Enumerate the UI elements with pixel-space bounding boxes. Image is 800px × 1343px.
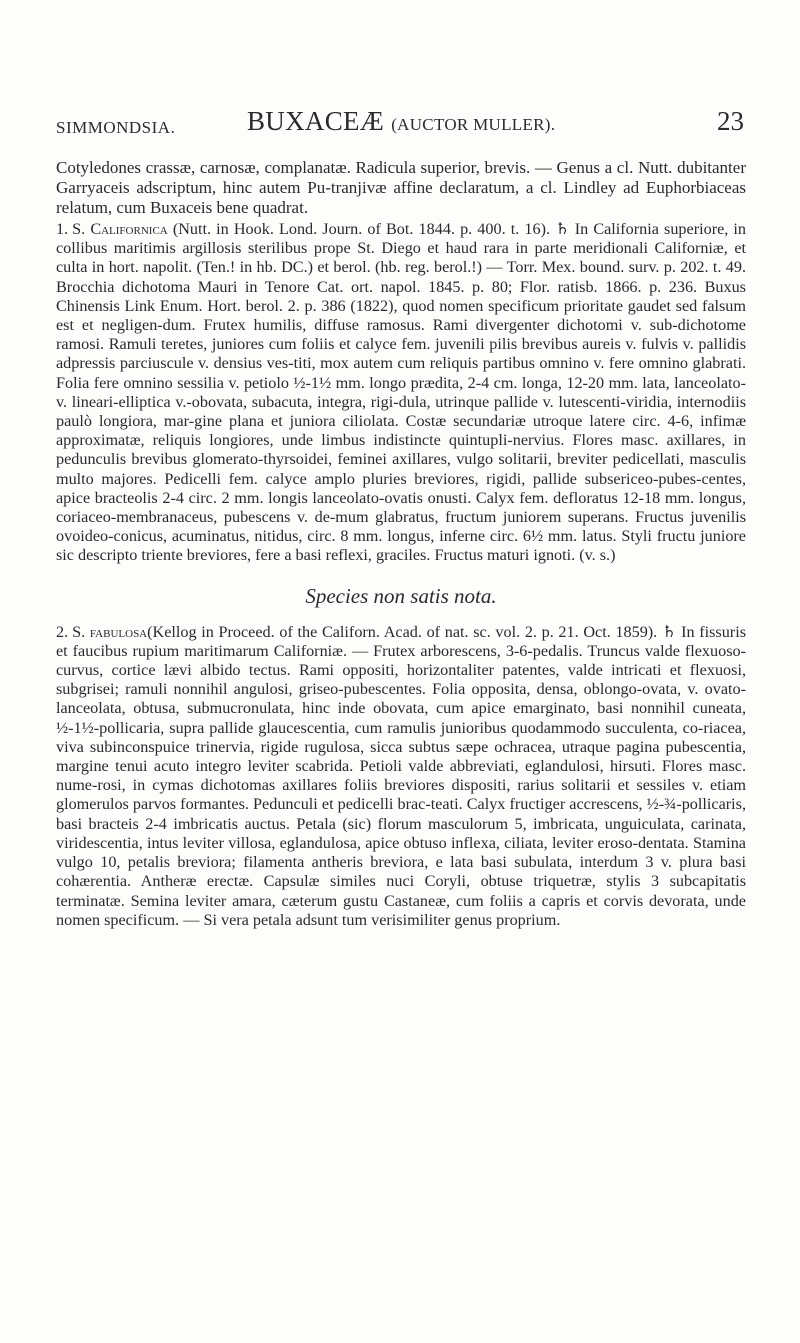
species-entry-2 — [56, 623, 746, 930]
page-number: 23 — [717, 106, 744, 136]
species-genus-abbrev: S. — [72, 220, 86, 238]
species-description: (Nutt. in Hook. Lond. Journ. of Bot. 1844. p. 400. t. 16). ♄ In California superiore, in collibus maritimis argillosis sterilibus prope St. Diego et haud rara in parte meridionali Californiæ, et culta in hort. napolit. (Ten.! in hb. DC.) et berol. (hb. reg. berol.!) — Torr. Mex. bound. surv. p. 202. t. 49. Brocchia dichotoma Mauri in Tenore Cat. ort. napol. 1845. p. 80; Flor. ratisb. 1866. p. 236. Buxus Chinensis Link Enum. Hort. berol. 2. p. 386 (1822), quod nomen specificum prioritate gaudet sed falsum est et negligen-dum. Frutex humilis, diffuse ramosus. Rami divergenter dichotomi v. sub-dichotome ramosi. Ramuli teretes, juniores cum foliis et calyce fem. juvenili pilis brevibus aureis v. fulvis v. pallidis adpressis parciuscule v. densius ves-titi, mox autem cum reliquis partibus omnino v. fere omnino glabrati. Folia fere omnino sessilia v. petiolo ½-1½ mm. longo prædita, 2-4 cm. longa, 12-20 mm. lata, lanceolato-v. lineari-elliptica v.-obovata, subacuta, integra, rigi-dula, utrinque pallide v. lutescenti-viridia, internodiis paulò longiora, mar-gine plana et juniora ciliolata. Costæ secundariæ utroque latere circ. 4-6, infimæ approximatæ, reliquis longiores, unde limbus indistincte quintupli-nervius. Flores masc. axillares, in pedunculis brevibus glomerato-thyrsoidei, feminei axillares, vulgo solitarii, breviter pedicellati, masculis multo majores. Pedicelli fem. calyce amplo pluries breviores, rigidi, pallide subsericeo-pubes-centes, apice bracteolis 2-4 circ. 2 mm. longis lanceolato-ovatis onusti. Calyx fem. defloratus 12-18 mm. longus, coriaceo-membranaceus, pubescens v. de-mum glabratus, fructum juniorem superans. Fructus juvenilis ovoideo-conicus, acuminatus, nitidus, circ. 8 mm. longus, inferne circ. 6½ mm. latus. Styli fructu juniore sic descripto triente breviores, fere a basi reflexi, graciles. Fructus maturi ignoti. (v. s.) — [56, 220, 747, 565]
genus-description-continued: Cotyledones crassæ, carnosæ, complanatæ. Radicula superior, brevis. — Genus a cl. Nutt. dubitanter Garryaceis adscriptum, hinc autem Pu-tranjivæ affine declaratum, a cl. Lindley ad Euphorbiaceas relatum, cum Buxaceis bene quadrat. — [56, 158, 746, 217]
running-head — [56, 106, 744, 146]
species-epithet: fabulosa — [89, 622, 148, 641]
running-head-genus: SIMMONDSIA. — [56, 118, 176, 137]
family-author: (AUCTOR MULLER). — [391, 115, 556, 134]
section-heading: Species non satis nota. — [305, 583, 497, 608]
species-epithet: Californica — [90, 220, 168, 238]
running-head-family — [247, 106, 555, 137]
species-genus-abbrev: S. — [72, 622, 86, 641]
body-text — [56, 158, 746, 930]
species-number: 2. — [56, 622, 69, 641]
family-name: BUXACEÆ — [247, 106, 385, 136]
species-entry-1 — [56, 220, 746, 566]
species-description: (Kellog in Proceed. of the Californ. Acad. of nat. sc. vol. 2. p. 21. Oct. 1859). ♄ In fissuris et faucibus rupium maritimarum Californiæ. — Frutex arborescens, 3-6-pedalis. Truncus valde flexuoso-curvus, cortice lævi albido tectus. Rami oppositi, horizontaliter patentes, valde intricati et flexuosi, subgrisei; ramuli nonnihil angulosi, griseo-pubescentes. Folia opposita, densa, oblongo-ovata, v. ovato-lanceolata, obtusa, submucronulata, hinc inde obovata, cum apice emarginato, basi nonnihil cuneata, ½-1½-pollicaria, supra pallide glaucescentia, cum ramulis junioribus quodammodo succulenta, co-riacea, viva subinconspuice trinervia, rigide rugulosa, sicca subtus sæpe ochracea, utraque pagina pubescentia, margine tenui acuto integro leviter scabrida. Petioli valde abbreviati, eglandulosi, hirsuti. Flores masc. nume-rosi, in cymas dichotomas axillares foliis breviores dispositi, rarius solitarii et sessiles v. etiam glomerulos parvos formantes. Pedunculi et pedicelli brac-teati. Calyx fructiger accrescens, ½-¾-pollicaris, basi bracteis 2-4 imbricatis auctus. Petala (sic) florum masculorum 5, imbricata, unguiculata, carinata, viridescentia, intus leviter villosa, eglandulosa, apice obtuso inflexa, ciliata, leviter eroso-dentata. Stamina vulgo 10, petalis breviora; filamenta antheris breviora, e lata basi subulata, interdum 3 v. plura basi cohærentia. Antheræ erectæ. Capsulæ similes nuci Coryli, obtuse triquetræ, stylis 3 subcapitatis terminatæ. Semina leviter amara, cæterum gustu Castaneæ, cum foliis a capris et corvis devorata, unde nomen specificum. — Si vera petala adsunt tum verisimiliter genus proprium. — [56, 622, 746, 929]
species-number: 1. — [56, 220, 69, 238]
